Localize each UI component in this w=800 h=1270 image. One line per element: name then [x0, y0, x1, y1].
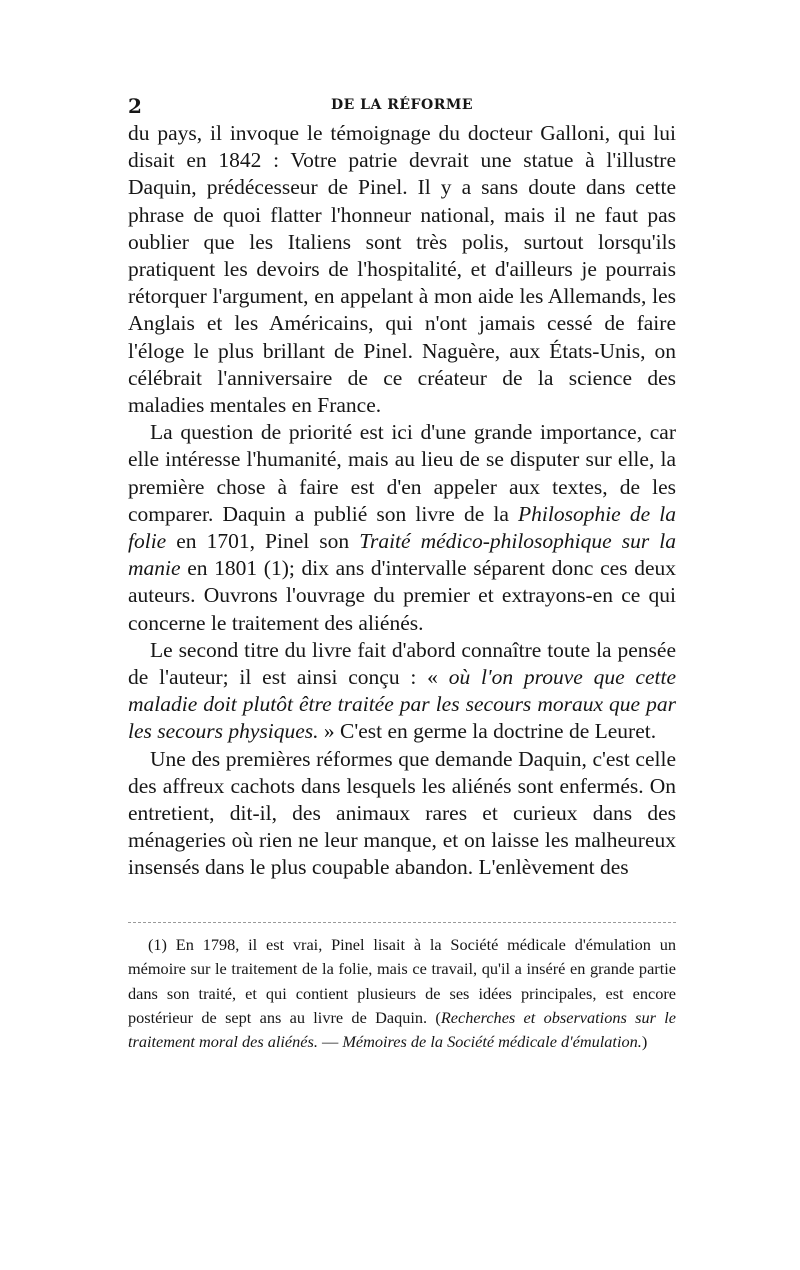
page-header — [128, 94, 676, 118]
paragraph-text: Le second titre du livre fait d'abord connaître toute la pensée de l'auteur; il est ainsi conçu : « — [128, 637, 676, 690]
paragraph-text: en 1701, Pinel son — [166, 529, 360, 554]
paragraph-text: en 1801 (1); dix ans d'intervalle séparent donc ces deux auteurs. Ouvrons l'ouvrage du premier et extrayons-en ce qui concerne le traitement des aliénés. — [128, 556, 676, 635]
footnote-close: ) — [641, 1032, 648, 1052]
paragraph-reforms: Une des premières réformes que demande Daquin, c'est celle des affreux cachots dans lesquels les aliénés sont enfermés. On entretient, dit-il, des animaux rares et curieux dans des ménageries où rien ne leur manque, et on laisse les malheureux insensés dans le plus coupable abandon. L'enlèvement des — [128, 746, 676, 880]
quoted-title: où l'on prouve que cette maladie doit plutôt être traitée par les secours moraux que par les secours physiques. — [128, 665, 677, 744]
footnote-text — [128, 933, 676, 1054]
footnote-dash: — — [317, 1032, 343, 1052]
book-title-traite: Traité médico-philosophique sur la manie — [128, 529, 676, 581]
footnote-source-memoires: Mémoires de la Société médicale d'émulation. — [342, 1032, 642, 1052]
book-title-philosophie: Philosophie de la folie — [128, 501, 676, 554]
paragraph-text: La question de priorité est ici d'une grande importance, car elle intéresse l'humanité, mais au lieu de se disputer sur elle, la première chose à faire est d'en appeler aux textes, de les comparer. Daquin a publié son livre de la — [128, 420, 676, 526]
page-number: 2 — [128, 94, 142, 118]
main-text — [128, 120, 676, 882]
running-title: DE LA RÉFORME — [330, 97, 473, 113]
footnote-body: (1) En 1798, il est vrai, Pinel lisait à la Société médicale d'émulation un mémoire sur le traitement de la folie, mais ce travail, qu'il a inséré en grande partie dans son traité, et qui contient plusieurs de ses idées principales, est encore postérieur de sept ans au livre de Daquin. ( — [128, 935, 676, 1027]
footnote-separator — [128, 922, 676, 923]
footnote-source-recherches: Recherches et observations sur le traitement moral des aliénés. — [128, 1007, 676, 1052]
footnote — [128, 933, 676, 1054]
paragraph-text: » C'est en germe la doctrine de Leuret. — [318, 719, 657, 744]
paragraph-priority — [128, 419, 676, 637]
paragraph-second-title — [128, 637, 676, 746]
paragraph-continued: du pays, il invoque le témoignage du docteur Galloni, qui lui disait en 1842 : Votre patrie devrait une statue à l'illustre Daquin, prédécesseur de Pinel. Il y a sans doute dans cette phrase de quoi flatter l'honneur national, mais il ne faut pas oublier que les Italiens sont très polis, surtout lorsqu'ils pratiquent les devoirs de l'hospitalité, et d'ailleurs je pourrais rétorquer l'argument, en appelant à mon aide les Allemands, les Anglais et les Américains, qui n'ont jamais cessé de faire l'éloge le plus brillant de Pinel. Naguère, aux États-Unis, on célébrait l'anniversaire de ce créateur de la science des maladies mentales en France. — [128, 121, 676, 418]
